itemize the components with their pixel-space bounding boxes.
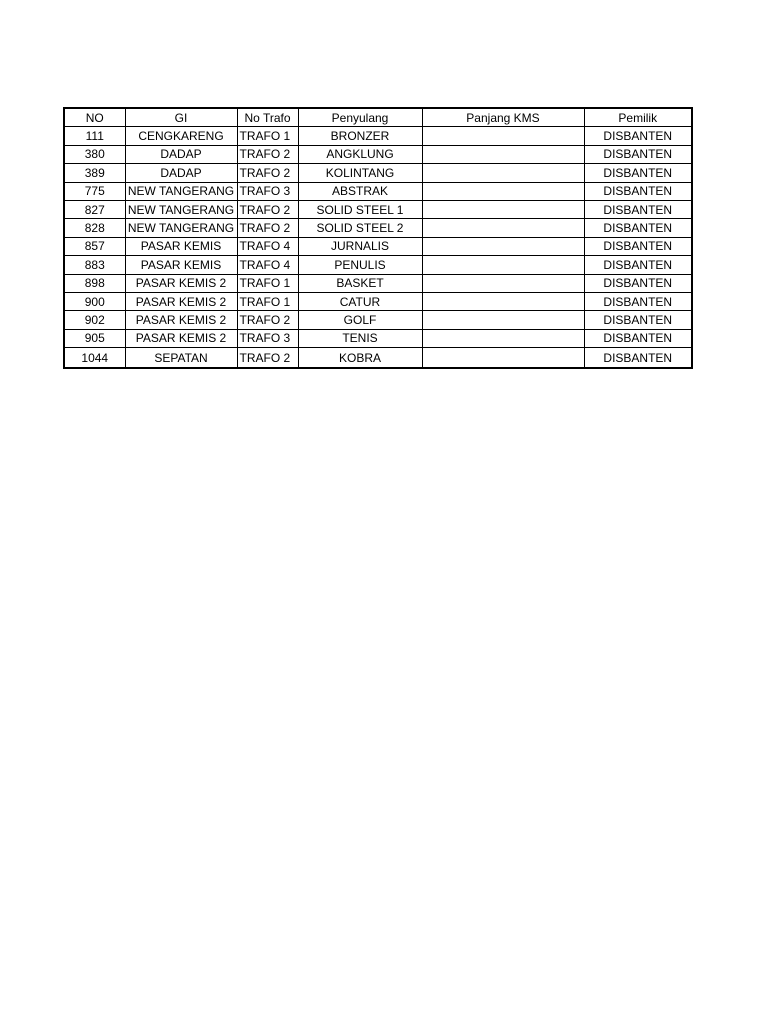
table-row	[64, 182, 692, 200]
cell-panjang-kms	[422, 274, 584, 292]
header-pemilik: Pemilik	[584, 108, 692, 127]
cell-panjang-kms	[422, 348, 584, 369]
table-row	[64, 145, 692, 163]
cell-pemilik: DISBANTEN	[584, 311, 692, 329]
cell-penyulang: ABSTRAK	[298, 182, 422, 200]
table-row	[64, 219, 692, 237]
cell-gi: NEW TANGERANG	[125, 182, 237, 200]
cell-no: 828	[64, 219, 125, 237]
table-row	[64, 237, 692, 255]
table-header-row	[64, 108, 692, 127]
cell-panjang-kms	[422, 237, 584, 255]
cell-no-trafo: TRAFO 1	[237, 127, 298, 145]
header-panjang-kms: Panjang KMS	[422, 108, 584, 127]
header-penyulang: Penyulang	[298, 108, 422, 127]
cell-no-trafo: TRAFO 1	[237, 292, 298, 310]
cell-penyulang: PENULIS	[298, 256, 422, 274]
cell-no: 900	[64, 292, 125, 310]
cell-gi: PASAR KEMIS	[125, 237, 237, 255]
table-row	[64, 311, 692, 329]
cell-penyulang: BASKET	[298, 274, 422, 292]
cell-penyulang: KOLINTANG	[298, 164, 422, 182]
cell-panjang-kms	[422, 219, 584, 237]
cell-pemilik: DISBANTEN	[584, 200, 692, 218]
table-row	[64, 256, 692, 274]
cell-gi: NEW TANGERANG	[125, 219, 237, 237]
cell-no-trafo: TRAFO 3	[237, 182, 298, 200]
cell-gi: PASAR KEMIS 2	[125, 274, 237, 292]
cell-gi: NEW TANGERANG	[125, 200, 237, 218]
cell-no-trafo: TRAFO 1	[237, 274, 298, 292]
table-row	[64, 164, 692, 182]
cell-no: 1044	[64, 348, 125, 369]
cell-no: 898	[64, 274, 125, 292]
cell-pemilik: DISBANTEN	[584, 329, 692, 347]
cell-pemilik: DISBANTEN	[584, 292, 692, 310]
cell-pemilik: DISBANTEN	[584, 164, 692, 182]
cell-no-trafo: TRAFO 4	[237, 256, 298, 274]
cell-panjang-kms	[422, 200, 584, 218]
cell-no-trafo: TRAFO 2	[237, 219, 298, 237]
table-row	[64, 274, 692, 292]
cell-panjang-kms	[422, 256, 584, 274]
table-row	[64, 127, 692, 145]
cell-pemilik: DISBANTEN	[584, 219, 692, 237]
cell-penyulang: SOLID STEEL 2	[298, 219, 422, 237]
cell-panjang-kms	[422, 145, 584, 163]
cell-penyulang: SOLID STEEL 1	[298, 200, 422, 218]
cell-gi: PASAR KEMIS 2	[125, 311, 237, 329]
cell-panjang-kms	[422, 311, 584, 329]
cell-pemilik: DISBANTEN	[584, 256, 692, 274]
cell-no: 380	[64, 145, 125, 163]
header-gi: GI	[125, 108, 237, 127]
cell-penyulang: TENIS	[298, 329, 422, 347]
header-no: NO	[64, 108, 125, 127]
cell-penyulang: BRONZER	[298, 127, 422, 145]
table-body	[64, 127, 692, 368]
table-row	[64, 200, 692, 218]
cell-no-trafo: TRAFO 2	[237, 145, 298, 163]
cell-no: 905	[64, 329, 125, 347]
cell-panjang-kms	[422, 127, 584, 145]
cell-penyulang: GOLF	[298, 311, 422, 329]
cell-no: 857	[64, 237, 125, 255]
cell-no-trafo: TRAFO 2	[237, 200, 298, 218]
cell-no: 775	[64, 182, 125, 200]
cell-pemilik: DISBANTEN	[584, 182, 692, 200]
cell-penyulang: JURNALIS	[298, 237, 422, 255]
cell-no: 389	[64, 164, 125, 182]
cell-penyulang: CATUR	[298, 292, 422, 310]
header-no-trafo: No Trafo	[237, 108, 298, 127]
cell-no-trafo: TRAFO 2	[237, 164, 298, 182]
table-row	[64, 292, 692, 310]
cell-pemilik: DISBANTEN	[584, 348, 692, 369]
cell-gi: PASAR KEMIS 2	[125, 329, 237, 347]
cell-pemilik: DISBANTEN	[584, 274, 692, 292]
table-row	[64, 329, 692, 347]
cell-panjang-kms	[422, 292, 584, 310]
cell-gi: DADAP	[125, 164, 237, 182]
cell-gi: CENGKARENG	[125, 127, 237, 145]
cell-no: 883	[64, 256, 125, 274]
penyulang-table	[63, 107, 693, 369]
cell-no: 827	[64, 200, 125, 218]
table-row	[64, 348, 692, 369]
cell-no: 111	[64, 127, 125, 145]
cell-no-trafo: TRAFO 3	[237, 329, 298, 347]
cell-penyulang: ANGKLUNG	[298, 145, 422, 163]
cell-no-trafo: TRAFO 2	[237, 348, 298, 369]
cell-gi: PASAR KEMIS	[125, 256, 237, 274]
cell-pemilik: DISBANTEN	[584, 237, 692, 255]
cell-pemilik: DISBANTEN	[584, 127, 692, 145]
cell-no-trafo: TRAFO 2	[237, 311, 298, 329]
cell-gi: DADAP	[125, 145, 237, 163]
cell-gi: PASAR KEMIS 2	[125, 292, 237, 310]
cell-penyulang: KOBRA	[298, 348, 422, 369]
cell-gi: SEPATAN	[125, 348, 237, 369]
cell-pemilik: DISBANTEN	[584, 145, 692, 163]
cell-no-trafo: TRAFO 4	[237, 237, 298, 255]
cell-panjang-kms	[422, 182, 584, 200]
cell-panjang-kms	[422, 164, 584, 182]
cell-panjang-kms	[422, 329, 584, 347]
cell-no: 902	[64, 311, 125, 329]
